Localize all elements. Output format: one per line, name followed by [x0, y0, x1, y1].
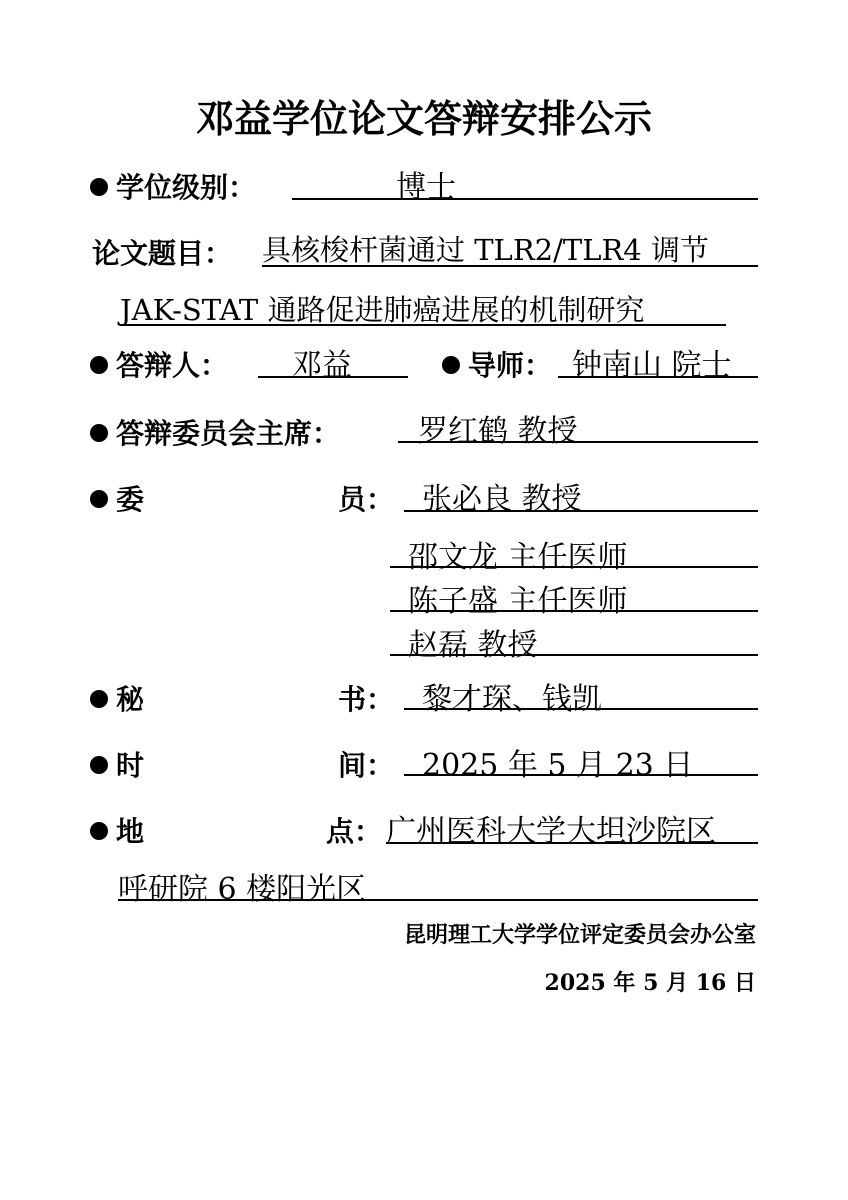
degree-label-row [90, 166, 256, 206]
chair-value: 罗红鹤 教授 [418, 414, 578, 449]
place-label-right: 点： [326, 815, 383, 848]
issue-date: 2025 年 5 月 16 日 [544, 970, 756, 996]
place-line1: 广州医科大学大坦沙院区 [386, 814, 716, 849]
member-underline-2 [390, 566, 758, 568]
member-3: 陈子盛 主任医师 [408, 584, 628, 619]
chair-underline [398, 441, 758, 443]
place-underline-1 [386, 842, 758, 844]
time-underline [404, 774, 758, 776]
chair-label-row [90, 412, 340, 452]
advisor-label-row [442, 344, 552, 384]
thesis-title-line2: JAK-STAT 通路促进肺癌进展的机制研究 [120, 293, 645, 327]
secretary-underline [404, 708, 758, 710]
members-label-left: 委 [116, 483, 145, 516]
defender-value: 邓益 [292, 348, 352, 383]
thesis-title-line1: 具核梭杆菌通过 TLR2/TLR4 调节 [262, 233, 709, 267]
time-value: 2025 年 5 月 23 日 [422, 748, 694, 783]
member-1: 张必良 教授 [422, 482, 582, 517]
secretary-value: 黎才琛、钱凯 [422, 682, 602, 717]
chair-label: 答辩委员会主席： [116, 417, 341, 450]
member-underline-3 [390, 610, 758, 612]
place-label-left: 地 [116, 815, 145, 848]
secretary-label-left: 秘 [116, 683, 145, 716]
bullet-icon [90, 490, 108, 508]
bullet-icon [90, 424, 108, 442]
secretary-label-row [90, 678, 144, 718]
member-2: 邵文龙 主任医师 [408, 540, 628, 575]
defender-label: 答辩人： [116, 349, 229, 382]
members-label-row [90, 478, 144, 518]
place-label-row [90, 810, 144, 850]
defender-label-row [90, 344, 228, 384]
bullet-icon [90, 690, 108, 708]
advisor-value: 钟南山 院士 [572, 348, 732, 383]
bullet-icon [90, 356, 108, 374]
page-title: 邓益学位论文答辩安排公示 [195, 96, 652, 141]
degree-label: 学位级别： [116, 171, 257, 204]
thesis-underline-1 [262, 265, 758, 267]
issuer: 昆明理工大学学位评定委员会办公室 [403, 922, 756, 948]
degree-underline [292, 198, 758, 200]
member-4: 赵磊 教授 [408, 628, 538, 663]
defender-underline [258, 376, 408, 378]
place-underline-2 [118, 899, 758, 901]
member-underline-1 [404, 510, 758, 512]
thesis-label: 论文题目： [92, 237, 233, 270]
bullet-icon [90, 178, 108, 196]
secretary-label-right: 书： [338, 683, 395, 716]
bullet-icon [442, 356, 460, 374]
advisor-underline [558, 376, 758, 378]
time-label-right: 间： [338, 749, 395, 782]
time-label-row [90, 744, 144, 784]
bullet-icon [90, 822, 108, 840]
degree-value: 博士 [396, 170, 456, 205]
time-label-left: 时 [116, 749, 145, 782]
place-line2: 呼研院 6 楼阳光区 [118, 872, 367, 907]
member-underline-4 [390, 654, 758, 656]
thesis-underline-2 [120, 324, 726, 326]
members-label-right: 员： [338, 483, 395, 516]
advisor-label: 导师： [468, 349, 553, 382]
bullet-icon [90, 756, 108, 774]
